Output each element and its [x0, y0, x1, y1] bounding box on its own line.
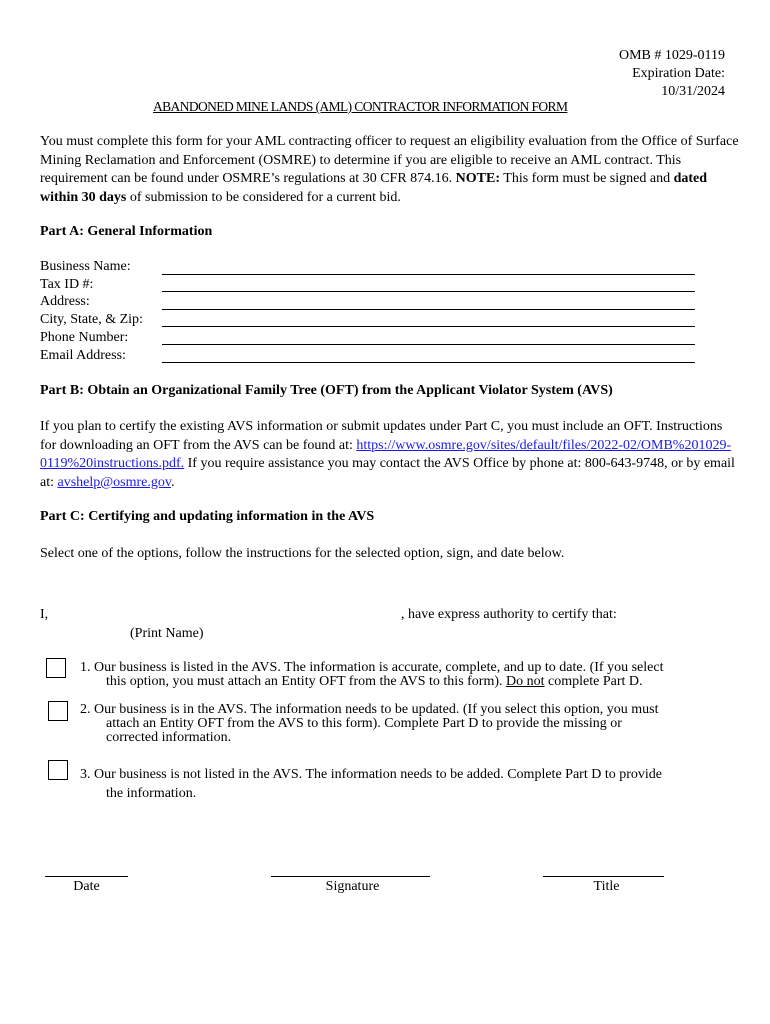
option-3-line-1: 3. Our business is not listed in the AVS. The information needs to be added. Complete Part D to provide	[80, 767, 662, 782]
instructions-link[interactable]: https://www.osmre.gov/sites/default/files/2022-02/OMB%201029-0119%20instructions.pdf.	[40, 437, 732, 471]
address-input[interactable]	[162, 309, 695, 310]
intro-paragraph	[40, 133, 740, 207]
city-state-zip-label: City, State, & Zip:	[40, 312, 143, 327]
signature-label: Signature	[325, 879, 380, 894]
cert-prefix: I,	[40, 607, 49, 622]
option-3-checkbox[interactable]	[48, 760, 68, 780]
option-2-line-3: corrected information.	[106, 730, 232, 745]
business-name-label: Business Name:	[40, 259, 131, 274]
option-2-checkbox[interactable]	[48, 701, 68, 721]
expiration-date: 10/31/2024	[661, 84, 725, 99]
option-1-text	[80, 661, 730, 689]
option-2-line-1: 2. Our business is in the AVS. The information needs to be updated. (If you select this option, you must	[80, 702, 659, 717]
email-address-input[interactable]	[162, 362, 695, 363]
phone-number-input[interactable]	[162, 344, 695, 345]
note-label: NOTE:	[455, 171, 501, 186]
date-label: Date	[73, 879, 100, 894]
signature-input[interactable]	[271, 876, 430, 877]
option-3-line-2: the information.	[106, 786, 197, 801]
option-1-checkbox[interactable]	[46, 658, 66, 678]
print-name-input[interactable]	[56, 606, 396, 623]
option-1-line-2	[80, 675, 730, 689]
option-2-line-2: attach an Entity OFT from the AVS to this form). Complete Part D to provide the missing or	[106, 716, 622, 731]
intro-text-2: This form must be signed and	[503, 171, 671, 186]
cert-suffix: , have express authority to certify that:	[401, 607, 617, 622]
tax-id-label: Tax ID #:	[40, 277, 94, 292]
city-state-zip-input[interactable]	[162, 326, 695, 327]
tax-id-input[interactable]	[162, 291, 695, 292]
address-label: Address:	[40, 294, 90, 309]
business-name-input[interactable]	[162, 274, 695, 275]
phone-number-label: Phone Number:	[40, 330, 129, 345]
intro-text-3: of submission to be considered for a current bid.	[129, 189, 401, 205]
date-input[interactable]	[45, 876, 128, 877]
omb-header	[619, 47, 725, 101]
omb-number: OMB # 1029-0119	[618, 48, 725, 63]
intro-text-1: You must complete this form for your AML contracting officer to request an eligibility evaluation from the Office of Surface Mining Reclamation and Enforcement (OSMRE) to determine if you are eligible to receive an AML contract. This requirement can be found under OSMRE’s regulations at 30 CFR 874.16.	[40, 134, 739, 186]
option-1-line-1: 1. Our business is listed in the AVS. The information is accurate, complete, and up to date. (If you select	[80, 660, 664, 675]
part-b-period: .	[170, 474, 175, 490]
print-name-label: (Print Name)	[130, 626, 204, 641]
option-3-text	[80, 765, 730, 803]
part-b-text-1: If you plan to certify the existing AVS information or submit updates under Part C, you must include an OFT. Instructions for downloading an OFT from the AVS can be found at:	[40, 419, 723, 453]
part-b-paragraph	[40, 418, 740, 492]
part-a-heading: Part A: General Information	[40, 224, 213, 239]
email-address-label: Email Address:	[40, 348, 126, 363]
part-b-heading: Part B: Obtain an Organizational Family Tree (OFT) from the Applicant Violator System (AVS)	[40, 383, 613, 398]
dated-within-30-days: dated within 30 days	[40, 171, 708, 205]
form-title: ABANDONED MINE LANDS (AML) CONTRACTOR INFORMATION FORM	[153, 99, 568, 114]
part-b-text-2: If you require assistance you may contact the AVS Office by phone at: 800-643-9748, or by email at:	[40, 456, 735, 490]
title-input[interactable]	[543, 876, 664, 877]
option-1-line-2b: complete Part D.	[548, 674, 643, 689]
avs-email-link[interactable]: avshelp@osmre.gov	[57, 474, 171, 490]
part-c-heading: Part C: Certifying and updating information in the AVS	[40, 509, 375, 524]
title-label: Title	[593, 879, 620, 894]
expiration-label: Expiration Date:	[632, 66, 725, 81]
part-c-instruction: Select one of the options, follow the instructions for the selected option, sign, and date below.	[40, 546, 565, 561]
do-not-text: Do not	[506, 674, 545, 689]
option-2-text	[80, 703, 730, 745]
option-1-line-2a: this option, you must attach an Entity OFT from the AVS to this form).	[106, 674, 503, 689]
